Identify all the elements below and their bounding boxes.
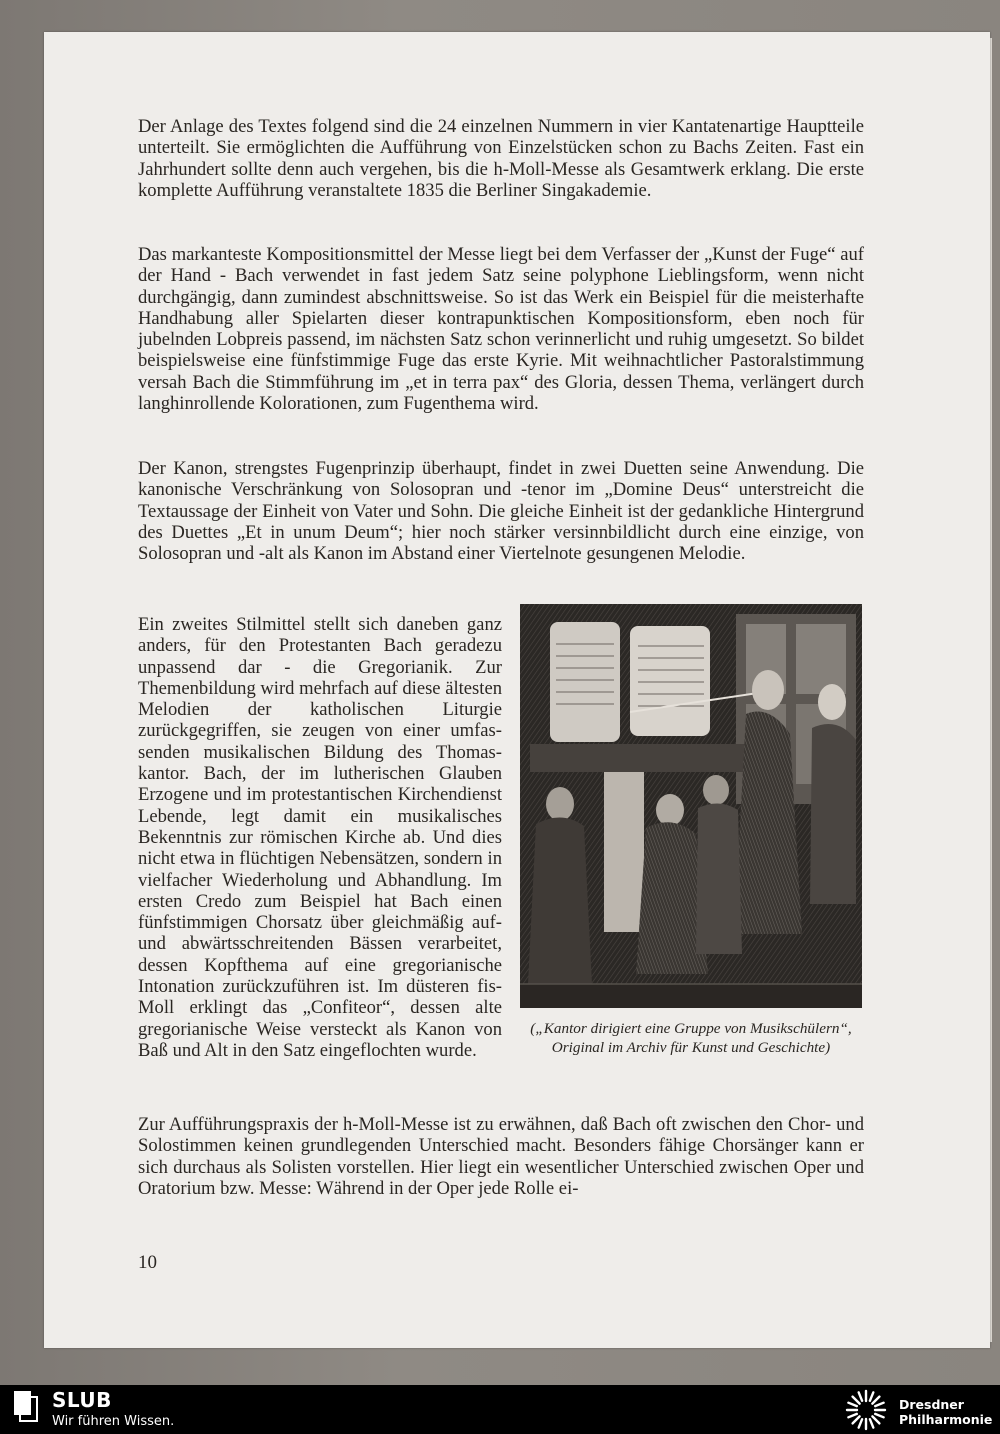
caption-line-2: Original im Archiv für Kunst und Geschichte)	[551, 1039, 831, 1056]
partner-name-line-2: Philharmonie	[899, 1412, 993, 1427]
paragraph-3: Der Kanon, strengstes Fugenprinzip überhaupt, findet in zwei Duetten seine Anwendung. Die kanonische Verschränkung von Solosopran und -tenor im „Domine Deus“ unterstreicht die Textaussage der Einheit von Vater und Sohn. Die gleiche Einheit ist der gedankliche Hintergrund des Duettes „Et in unum Deum“; hier noch stärker versinnbildlicht durch eine einzige, von Solosopran und -alt als Kanon im Abstand einer Viertelnote gesungenen Melodie.	[138, 458, 864, 565]
library-name[interactable]: SLUB	[52, 1388, 112, 1412]
paragraph-1: Der Anlage des Textes folgend sind die 24 einzelnen Nummern in vier Kantatenartige Hauptteile unterteilt. Sie ermöglichten die Aufführung von Einzelstücken schon zu Bachs Zeiten. Fast ein Jahrhundert sollte denn auch vergehen, bis die h-Moll-Messe als Gesamtwerk erklang. Die erste komplette Aufführung veranstaltete 1835 die Berliner Singakademie.	[138, 116, 864, 201]
paragraph-2: Das markanteste Kompositionsmittel der Messe liegt bei dem Verfasser der „Kunst der Fuge“ auf der Hand - Bach verwendet in fast jedem Satz seine polyphone Lieblingsform, wenn nicht durchgängig, dann zumindest abschnittsweise. So ist das Werk ein Beispiel für die meisterhafte Handhabung aller Spielarten dieser kontrapunktischen Kompositionsform, eben noch für jubelnden Lobpreis passend, im nächsten Satz schon verinnerlicht und ruhig umgesetzt. So bildet beispielsweise eine fünfstimmige Fuge das erste Kyrie. Mit weihnachtlicher Pastoralstimmung versah Bach die Stimmführung im „et in terra pax“ des Gloria, dessen Thema, verlängert durch langhinrollende Kolorationen, zum Fugenthema wird.	[138, 244, 864, 415]
page-number: 10	[138, 1252, 157, 1273]
slub-logo-icon	[12, 1389, 42, 1423]
partner-name-line-1: Dresdner	[899, 1397, 964, 1412]
philharmonie-logo-icon	[842, 1386, 890, 1434]
library-tagline: Wir führen Wissen.	[52, 1414, 175, 1429]
figure-caption	[512, 1019, 870, 1057]
paragraph-5: Zur Aufführungspraxis der h-Moll-Messe ist zu erwähnen, daß Bach oft zwischen den Chor- und Solostimmen keinen grundlegenden Unterschied macht. Besonders fähige Chorsänger kann er sich durchaus als Solisten vorstellen. Hier liegt ein wesentlicher Unterschied zwischen Oper und Oratorium bzw. Messe: Während in der Oper jede Rolle ei-	[138, 1114, 864, 1199]
engraving-illustration	[520, 604, 862, 1008]
caption-line-1: („Kantor dirigiert eine Gruppe von Musikschülern“,	[530, 1020, 852, 1037]
paragraph-4: Ein zweites Stilmittel stellt sich daneben ganz anders, für den Protestanten Bach geradezu unpassend dar - die Gregorianik. Zur Themenbildung wird mehrfach auf diese ältesten Melodien der katholischen Liturgie zurückgegriffen, sie zeugen von einer umfassenden musikalischen Bildung des Thomaskantor. Bach, der im lutherischen Glauben Erzogene und im protestantischen Kirchendienst Lebende, legt damit ein musikalisches Bekenntnis zur römischen Kirche ab. Und dies nicht etwa in flüchtigen Nebensätzen, sondern in vielfacher Wiederholung und Abhandlung. Im ersten Credo zum Beispiel hat Bach einen fünfstimmigen Chorsatz über gleichmäßig auf- und abwärtsschreitenden Bässen verarbeitet, dessen Kopfthema auf eine gregorianische Intonation zurückzuführen ist. Im düsteren fis-Moll erklingt das „Confiteor“, dessen alte gregorianische Weise versteckt als Kanon von Baß und Alt in den Satz eingeflochten wurde.	[138, 614, 502, 1061]
